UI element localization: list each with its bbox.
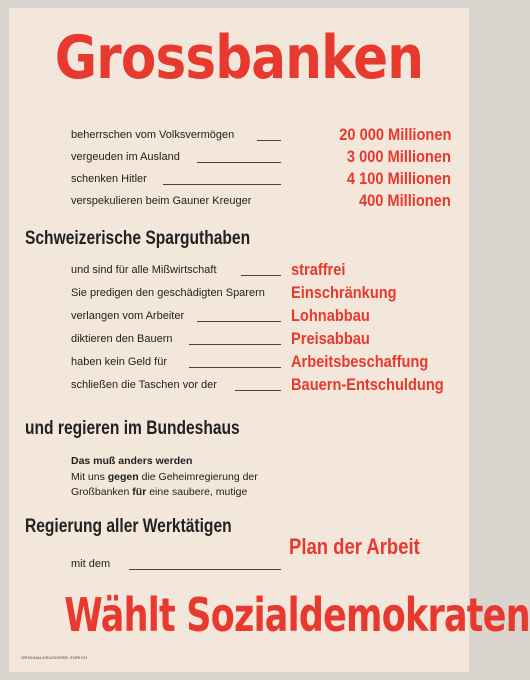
row-label: mit dem (71, 558, 111, 570)
row-label: beherrschen vom Volksvermögen (71, 129, 235, 141)
section-heading: Schweizerische Sparguthaben (25, 228, 251, 249)
row-value: Preisabbau (291, 329, 370, 348)
fill-line (129, 569, 281, 570)
row-value: 20 000 Millionen (338, 125, 451, 144)
row-label: und sind für alle Mißwirtschaft (71, 264, 217, 276)
row-label: vergeuden im Ausland (71, 151, 180, 163)
text-emphasis: gegen (107, 471, 139, 483)
list-item (71, 169, 451, 189)
fill-line (235, 390, 281, 391)
fill-line (189, 344, 281, 345)
list-item (71, 306, 451, 326)
row-label: verspekulieren beim Gauner Kreuger (71, 195, 252, 207)
text-part: die Geheimregierung der (138, 471, 258, 483)
text-emphasis: für (132, 486, 147, 498)
fill-line (197, 162, 281, 163)
row-value: 4 100 Millionen (346, 169, 451, 188)
list-item (71, 375, 451, 395)
row-value: straffrei (291, 260, 346, 279)
list-item (71, 352, 451, 372)
text-part: Mit uns (71, 471, 108, 483)
row-value: Einschränkung (291, 283, 397, 302)
must-change-text: Das muß anders werden (71, 455, 193, 467)
list-item (71, 125, 451, 145)
vote-slogan: Wählt Sozialdemokraten (64, 588, 530, 642)
poster-title: Grossbanken (54, 23, 424, 93)
row-value: Arbeitsbeschaffung (291, 352, 429, 371)
row-label: haben kein Geld für (71, 356, 168, 368)
list-item (71, 147, 451, 167)
row-label: diktieren den Bauern (71, 333, 173, 345)
fill-line (163, 184, 281, 185)
with-us-line-2 (71, 485, 247, 500)
text-part: eine saubere, mutige (146, 486, 248, 498)
fill-line (189, 367, 281, 368)
with-us-line-1 (71, 470, 258, 485)
fill-line (197, 321, 281, 322)
list-item (71, 283, 451, 303)
section-heading: und regieren im Bundeshaus (25, 418, 240, 439)
row-value: 400 Millionen (359, 191, 451, 210)
text-part: Großbanken (71, 486, 133, 498)
row-value: Lohnabbau (291, 306, 370, 325)
row-value: Bauern-Entschuldung (291, 375, 444, 394)
row-value: 3 000 Millionen (346, 147, 451, 166)
fill-line (241, 275, 281, 276)
row-label: schließen die Taschen vor der (71, 379, 217, 391)
mit-dem-row (71, 554, 281, 574)
section-heading: Regierung aller Werktätigen (25, 516, 232, 537)
row-label: verlangen vom Arbeiter (71, 310, 185, 322)
printer-imprint: ORIGINALDRUCKEREI ZÜRICH (21, 655, 88, 660)
poster (9, 8, 530, 672)
list-item (71, 260, 451, 280)
list-item (71, 329, 451, 349)
row-label: schenken Hitler (71, 173, 147, 185)
row-label: Sie predigen den geschädigten Sparern (71, 287, 265, 299)
list-item (71, 191, 451, 211)
fill-line (257, 140, 281, 141)
plan-der-arbeit: Plan der Arbeit (289, 534, 420, 559)
